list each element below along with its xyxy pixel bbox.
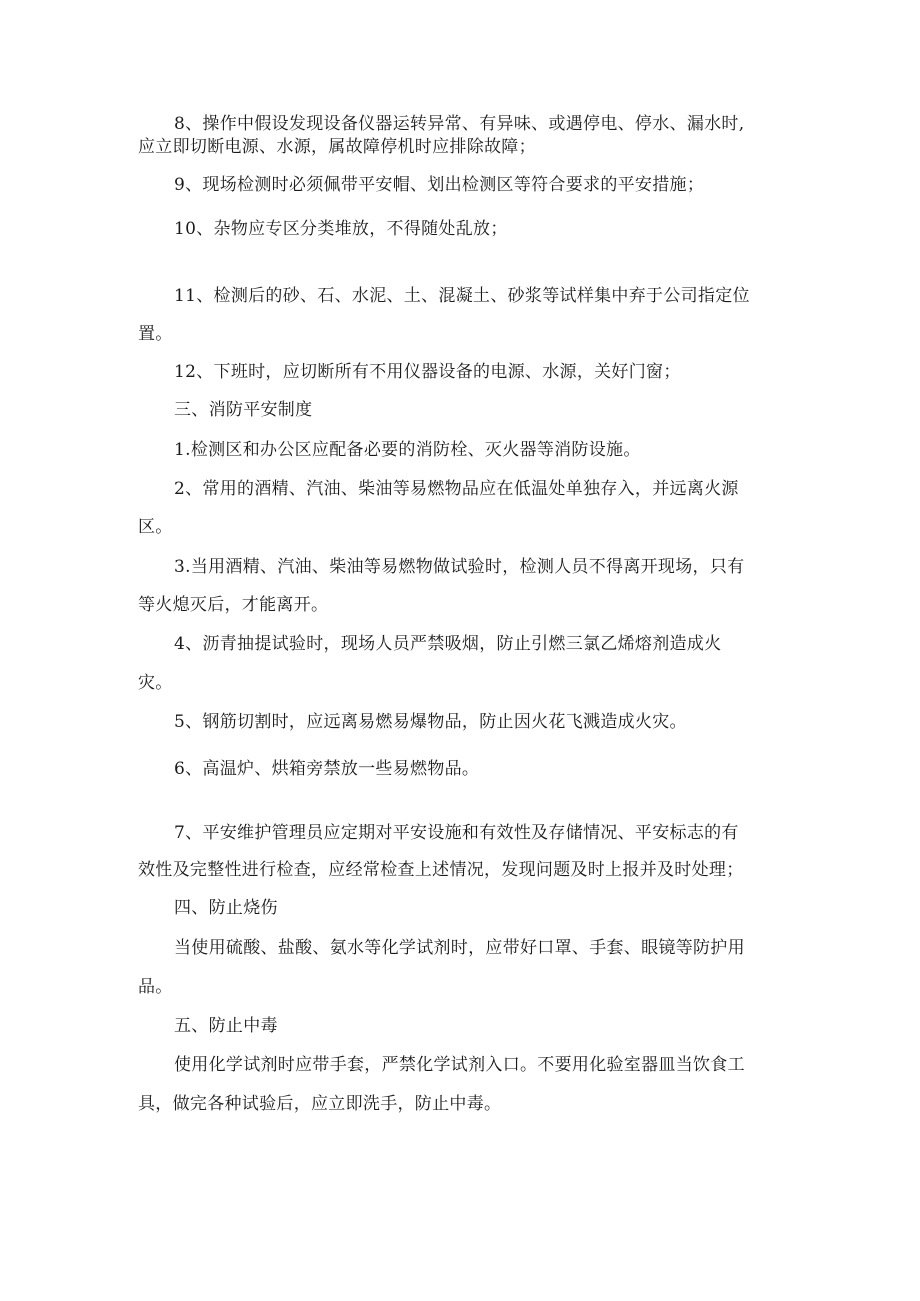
text-line: 3.当用酒精、汽油、柴油等易燃物做试验时，检测人员不得离开现场，只有 [174,557,745,577]
text-line: 区。 [138,517,173,537]
text-line: 当使用硫酸、盐酸、氨水等化学试剂时，应带好口罩、手套、眼镜等防护用 [174,938,745,958]
text-line: 10、杂物应专区分类堆放，不得随处乱放； [174,219,508,239]
section-heading: 五、防止中毒 [174,1016,278,1036]
section-heading: 三、消防平安制度 [174,400,313,420]
text-line: 使用化学试剂时应带手套，严禁化学试剂入口。不要用化验室器皿当饮食工 [174,1055,745,1075]
text-line: 具，做完各种试验后，应立即洗手，防止中毒。 [138,1094,502,1114]
text-line: 效性及完整性进行检查，应经常检查上述情况，发现问题及时上报并及时处理； [138,860,744,880]
text-line: 5、钢筋切割时，应远离易燃易爆物品，防止因火花飞溅造成火灾。 [174,712,687,732]
text-line: 8、操作中假设发现设备仪器运转异常、有异味、或遇停电、停水、漏水时, [174,114,745,134]
section-heading: 四、防止烧伤 [174,898,278,918]
text-line: 灾。 [138,673,173,693]
text-line: 品。 [138,977,173,997]
text-line: 6、高温炉、烘箱旁禁放一些易燃物品。 [174,759,480,779]
text-line: 7、平安维护管理员应定期对平安设施和有效性及存储情况、平安标志的有 [174,823,739,843]
text-line: 12、下班时，应切断所有不用仪器设备的电源、水源，关好门窗； [174,362,681,382]
text-line: 置。 [138,324,173,344]
text-line: 2、常用的酒精、汽油、柴油等易燃物品应在低温处单独存入，并远离火源 [174,479,739,499]
text-line: 1.检测区和办公区应配备必要的消防栓、灭火器等消防设施。 [174,440,641,460]
text-line: 应立即切断电源、水源，属故障停机时应排除故障； [138,137,536,157]
text-line: 4、沥青抽提试验时，现场人员严禁吸烟，防止引燃三氯乙烯熔剂造成火 [174,634,722,654]
text-line: 9、现场检测时必须佩带平安帽、划出检测区等符合要求的平安措施； [174,175,705,195]
text-line: 11、检测后的砂、石、水泥、土、混凝土、砂浆等试样集中弃于公司指定位 [174,286,750,306]
text-line: 等火熄灭后，才能离开。 [138,595,329,615]
